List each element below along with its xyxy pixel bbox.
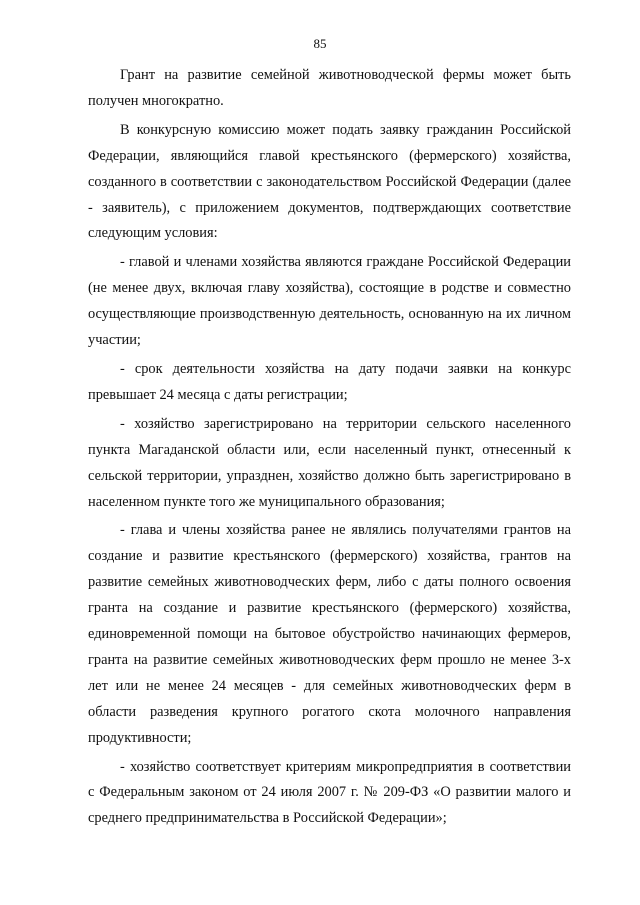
list-item: - срок деятельности хозяйства на дату подачи заявки на конкурс превышает 24 месяца с даты регистрации; xyxy=(88,360,571,403)
list-item: - глава и члены хозяйства ранее не являлись получателями грантов на создание и развитие крестьянского (фермерского) хозяйства, грантов на развитие семейных животноводческих ферм, либо с даты полного освоения гранта на создание и развитие крестьянского (фермерского) хозяйства, единовременной помощи на бытовое обустройство начинающих фермеров, гранта на развитие семейных животноводческих ферм прошло не менее 3-х лет или не менее 24 месяцев - для семейных животноводческих ферм в области разведения крупного рогатого скота молочного направления продуктивности; xyxy=(88,522,571,746)
paragraph: Грант на развитие семейной животноводческой фермы может быть получен многократно. xyxy=(88,67,571,109)
list-item: - хозяйство зарегистрировано на территории сельского населенного пункта Магаданской области или, если населенный пункт, отнесенный к сельской территории, упразднен, хозяйство должно быть зарегистрировано в населенном пункте того же муниципального образования; xyxy=(88,415,571,510)
list-item: - хозяйство соответствует критериям микропредприятия в соответствии с Федеральным законом от 24 июля 2007 г. № 209-ФЗ «О развитии малого и среднего предпринимательства в Российской Федерации»; xyxy=(88,758,571,827)
document-body xyxy=(88,63,571,835)
page-number: 85 xyxy=(313,36,327,51)
list-item: - главой и членами хозяйства являются граждане Российской Федерации (не менее двух, включая главу хозяйства), состоящие в родстве и совместно осуществляющие производственную деятельность, основанную на их личном участии; xyxy=(88,254,571,349)
paragraph: В конкурсную комиссию может подать заявку гражданин Российской Федерации, являющийся главой крестьянского (фермерского) хозяйства, созданного в соответствии с законодательством Российской Федерации (далее - заявитель), с приложением документов, подтверждающих соответствие следующим условия: xyxy=(88,121,571,242)
